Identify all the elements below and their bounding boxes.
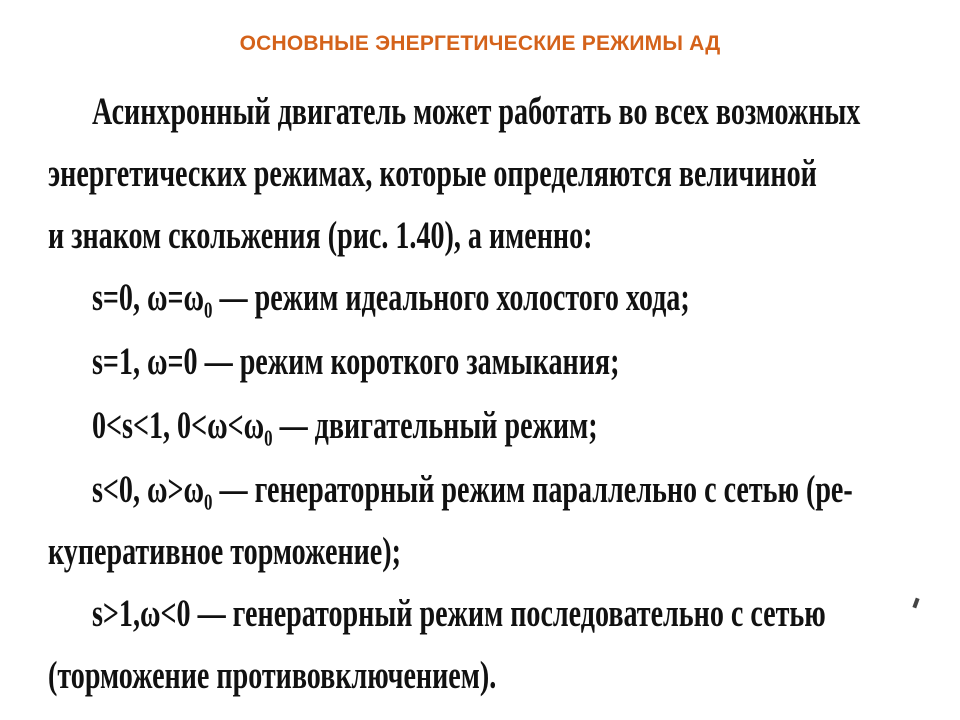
- mode-generator-parallel-cont: куперативное торможение);: [48, 530, 401, 573]
- text-line-2: энергетических режимах, которые определяются величиной: [48, 152, 817, 195]
- mode-generator-parallel: s<0, ω>ω₀ — генераторный режим параллельно с сетью (ре-: [92, 468, 853, 511]
- scanned-text-block: [48, 78, 928, 698]
- scan-speck: [912, 598, 919, 609]
- slide-title: ОСНОВНЫЕ ЭНЕРГЕТИЧЕСКИЕ РЕЖИМЫ АД: [239, 32, 721, 55]
- text-line-3: и знаком скольжения (рис. 1.40), а именно:: [48, 214, 593, 257]
- mode-short-circuit: s=1, ω=0 — режим короткого замыкания;: [92, 340, 620, 383]
- mode-generator-series-cont: (торможение противовключением).: [48, 654, 497, 697]
- mode-ideal-idle: s=0, ω=ω₀ — режим идеального холостого хода;: [92, 276, 690, 319]
- text-line-1: Асинхронный двигатель может работать во всех возможных: [92, 90, 861, 133]
- mode-generator-series: s>1,ω<0 — генераторный режим последовательно с сетью: [92, 592, 826, 635]
- mode-motor: 0<s<1, 0<ω<ω₀ — двигательный режим;: [92, 404, 598, 447]
